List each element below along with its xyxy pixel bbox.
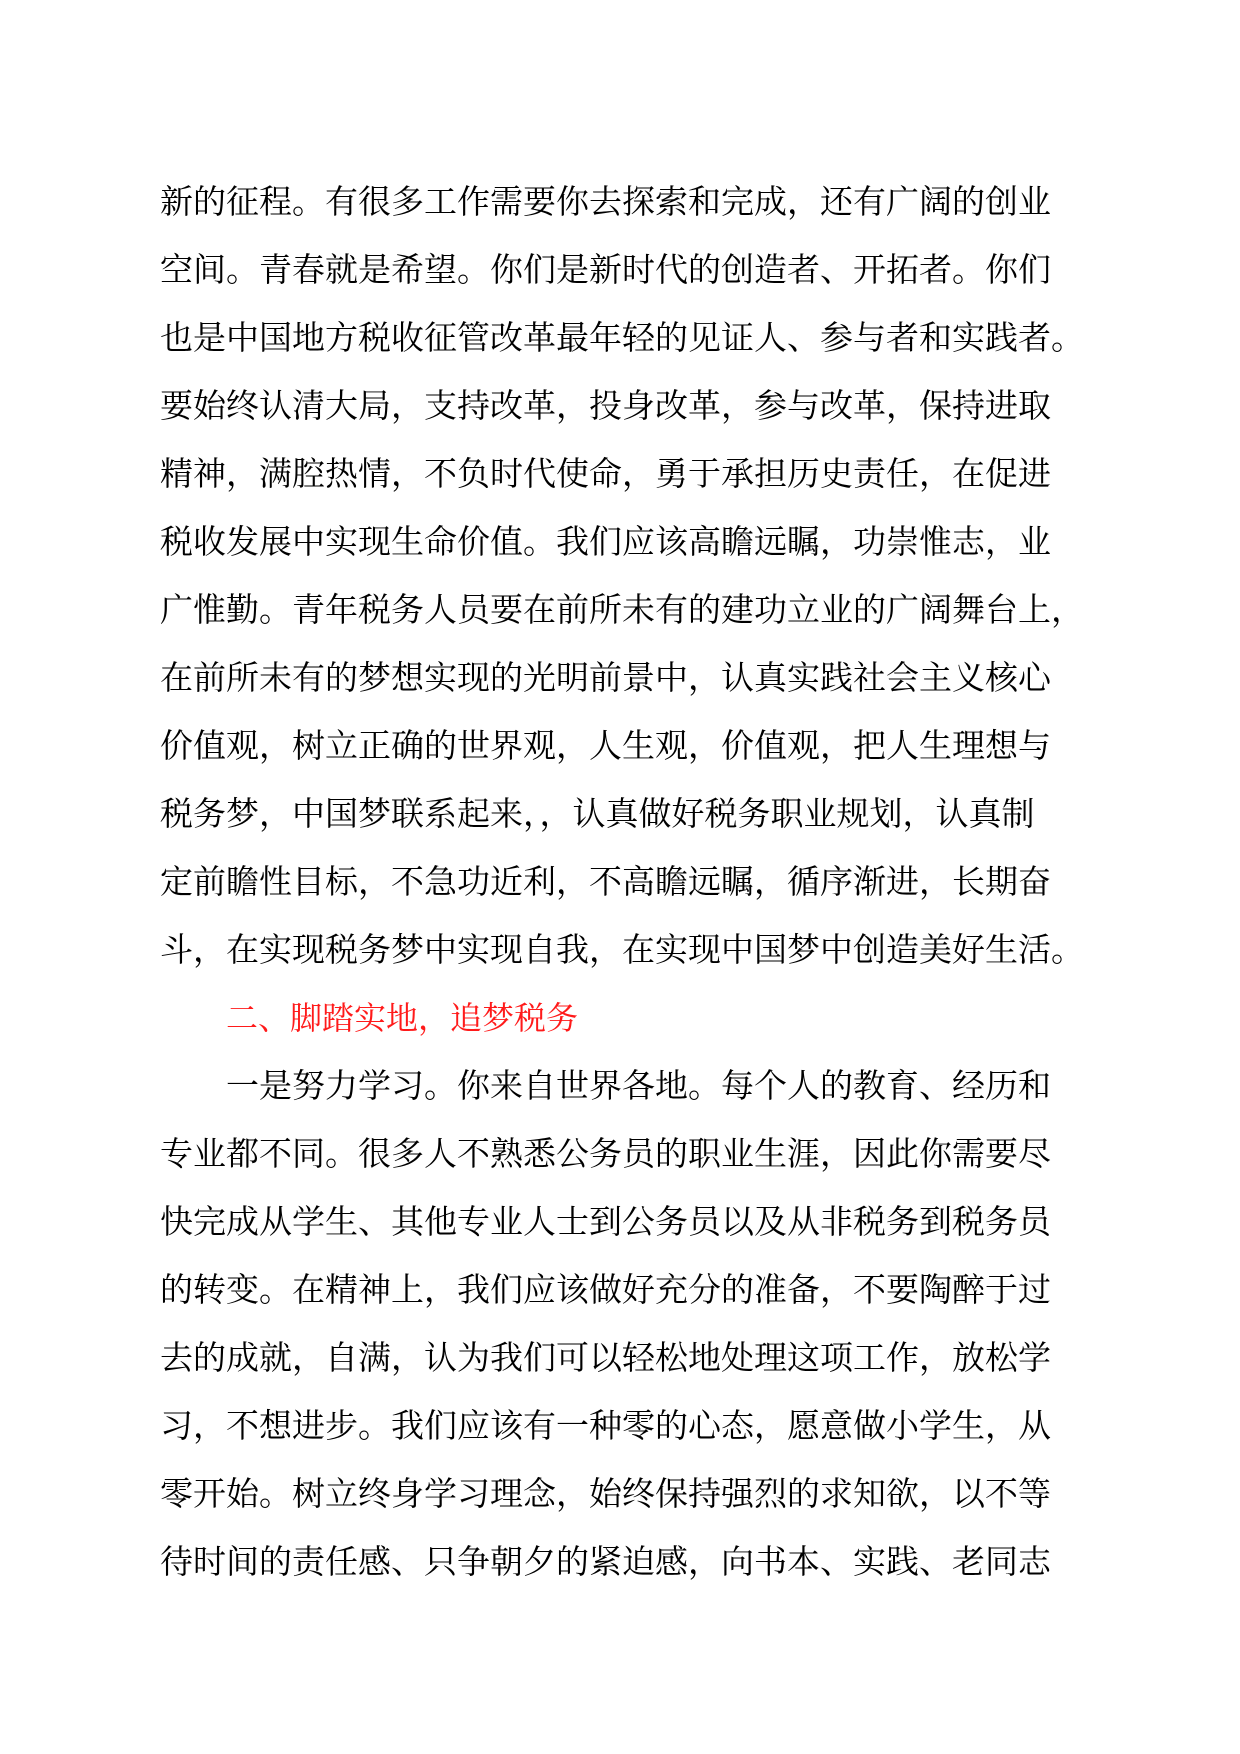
paragraph-line: 一是努力学习。你来自世界各地。每个人的教育、经历和 xyxy=(226,1066,1051,1105)
paragraph-line: 的转变。在精神上，我们应该做好充分的准备，不要陶醉于过 xyxy=(160,1270,1051,1309)
paragraph-line: 要始终认清大局，支持改革，投身改革，参与改革，保持进取 xyxy=(160,386,1051,425)
document-body xyxy=(160,168,1120,1596)
paragraph-line: 斗，在实现税务梦中实现自我，在实现中国梦中创造美好生活。 xyxy=(160,930,1084,969)
paragraph-line: 精神，满腔热情，不负时代使命，勇于承担历史责任，在促进 xyxy=(160,454,1051,493)
paragraph-line: 快完成从学生、其他专业人士到公务员以及从非税务到税务员 xyxy=(160,1202,1051,1241)
paragraph-line: 广惟勤。青年税务人员要在前所未有的建功立业的广阔舞台上， xyxy=(160,590,1084,629)
paragraph-line: 空间。青春就是希望。你们是新时代的创造者、开拓者。你们 xyxy=(160,250,1051,289)
paragraph-line: 定前瞻性目标，不急功近利，不高瞻远瞩，循序渐进，长期奋 xyxy=(160,862,1051,901)
paragraph-line: 也是中国地方税收征管改革最年轻的见证人、参与者和实践者。 xyxy=(160,318,1084,357)
paragraph-line: 去的成就，自满，认为我们可以轻松地处理这项工作，放松学 xyxy=(160,1338,1051,1377)
paragraph-line: 在前所未有的梦想实现的光明前景中，认真实践社会主义核心 xyxy=(160,658,1051,697)
paragraph-line: 新的征程。有很多工作需要你去探索和完成，还有广阔的创业 xyxy=(160,182,1051,221)
section-heading: 二、脚踏实地，追梦税务 xyxy=(226,999,579,1037)
paragraph-line: 专业都不同。很多人不熟悉公务员的职业生涯，因此你需要尽 xyxy=(160,1134,1051,1173)
paragraph-line: 税务梦，中国梦联系起来，，认真做好税务职业规划，认真制 xyxy=(160,794,1035,833)
paragraph-line: 零开始。树立终身学习理念，始终保持强烈的求知欲，以不等 xyxy=(160,1474,1051,1513)
paragraph-line: 价值观，树立正确的世界观，人生观，价值观，把人生理想与 xyxy=(160,726,1051,765)
paragraph-line: 待时间的责任感、只争朝夕的紧迫感，向书本、实践、老同志 xyxy=(160,1542,1051,1581)
paragraph-line: 税收发展中实现生命价值。我们应该高瞻远瞩，功崇惟志，业 xyxy=(160,522,1051,561)
paragraph-line: 习，不想进步。我们应该有一种零的心态，愿意做小学生，从 xyxy=(160,1406,1051,1445)
